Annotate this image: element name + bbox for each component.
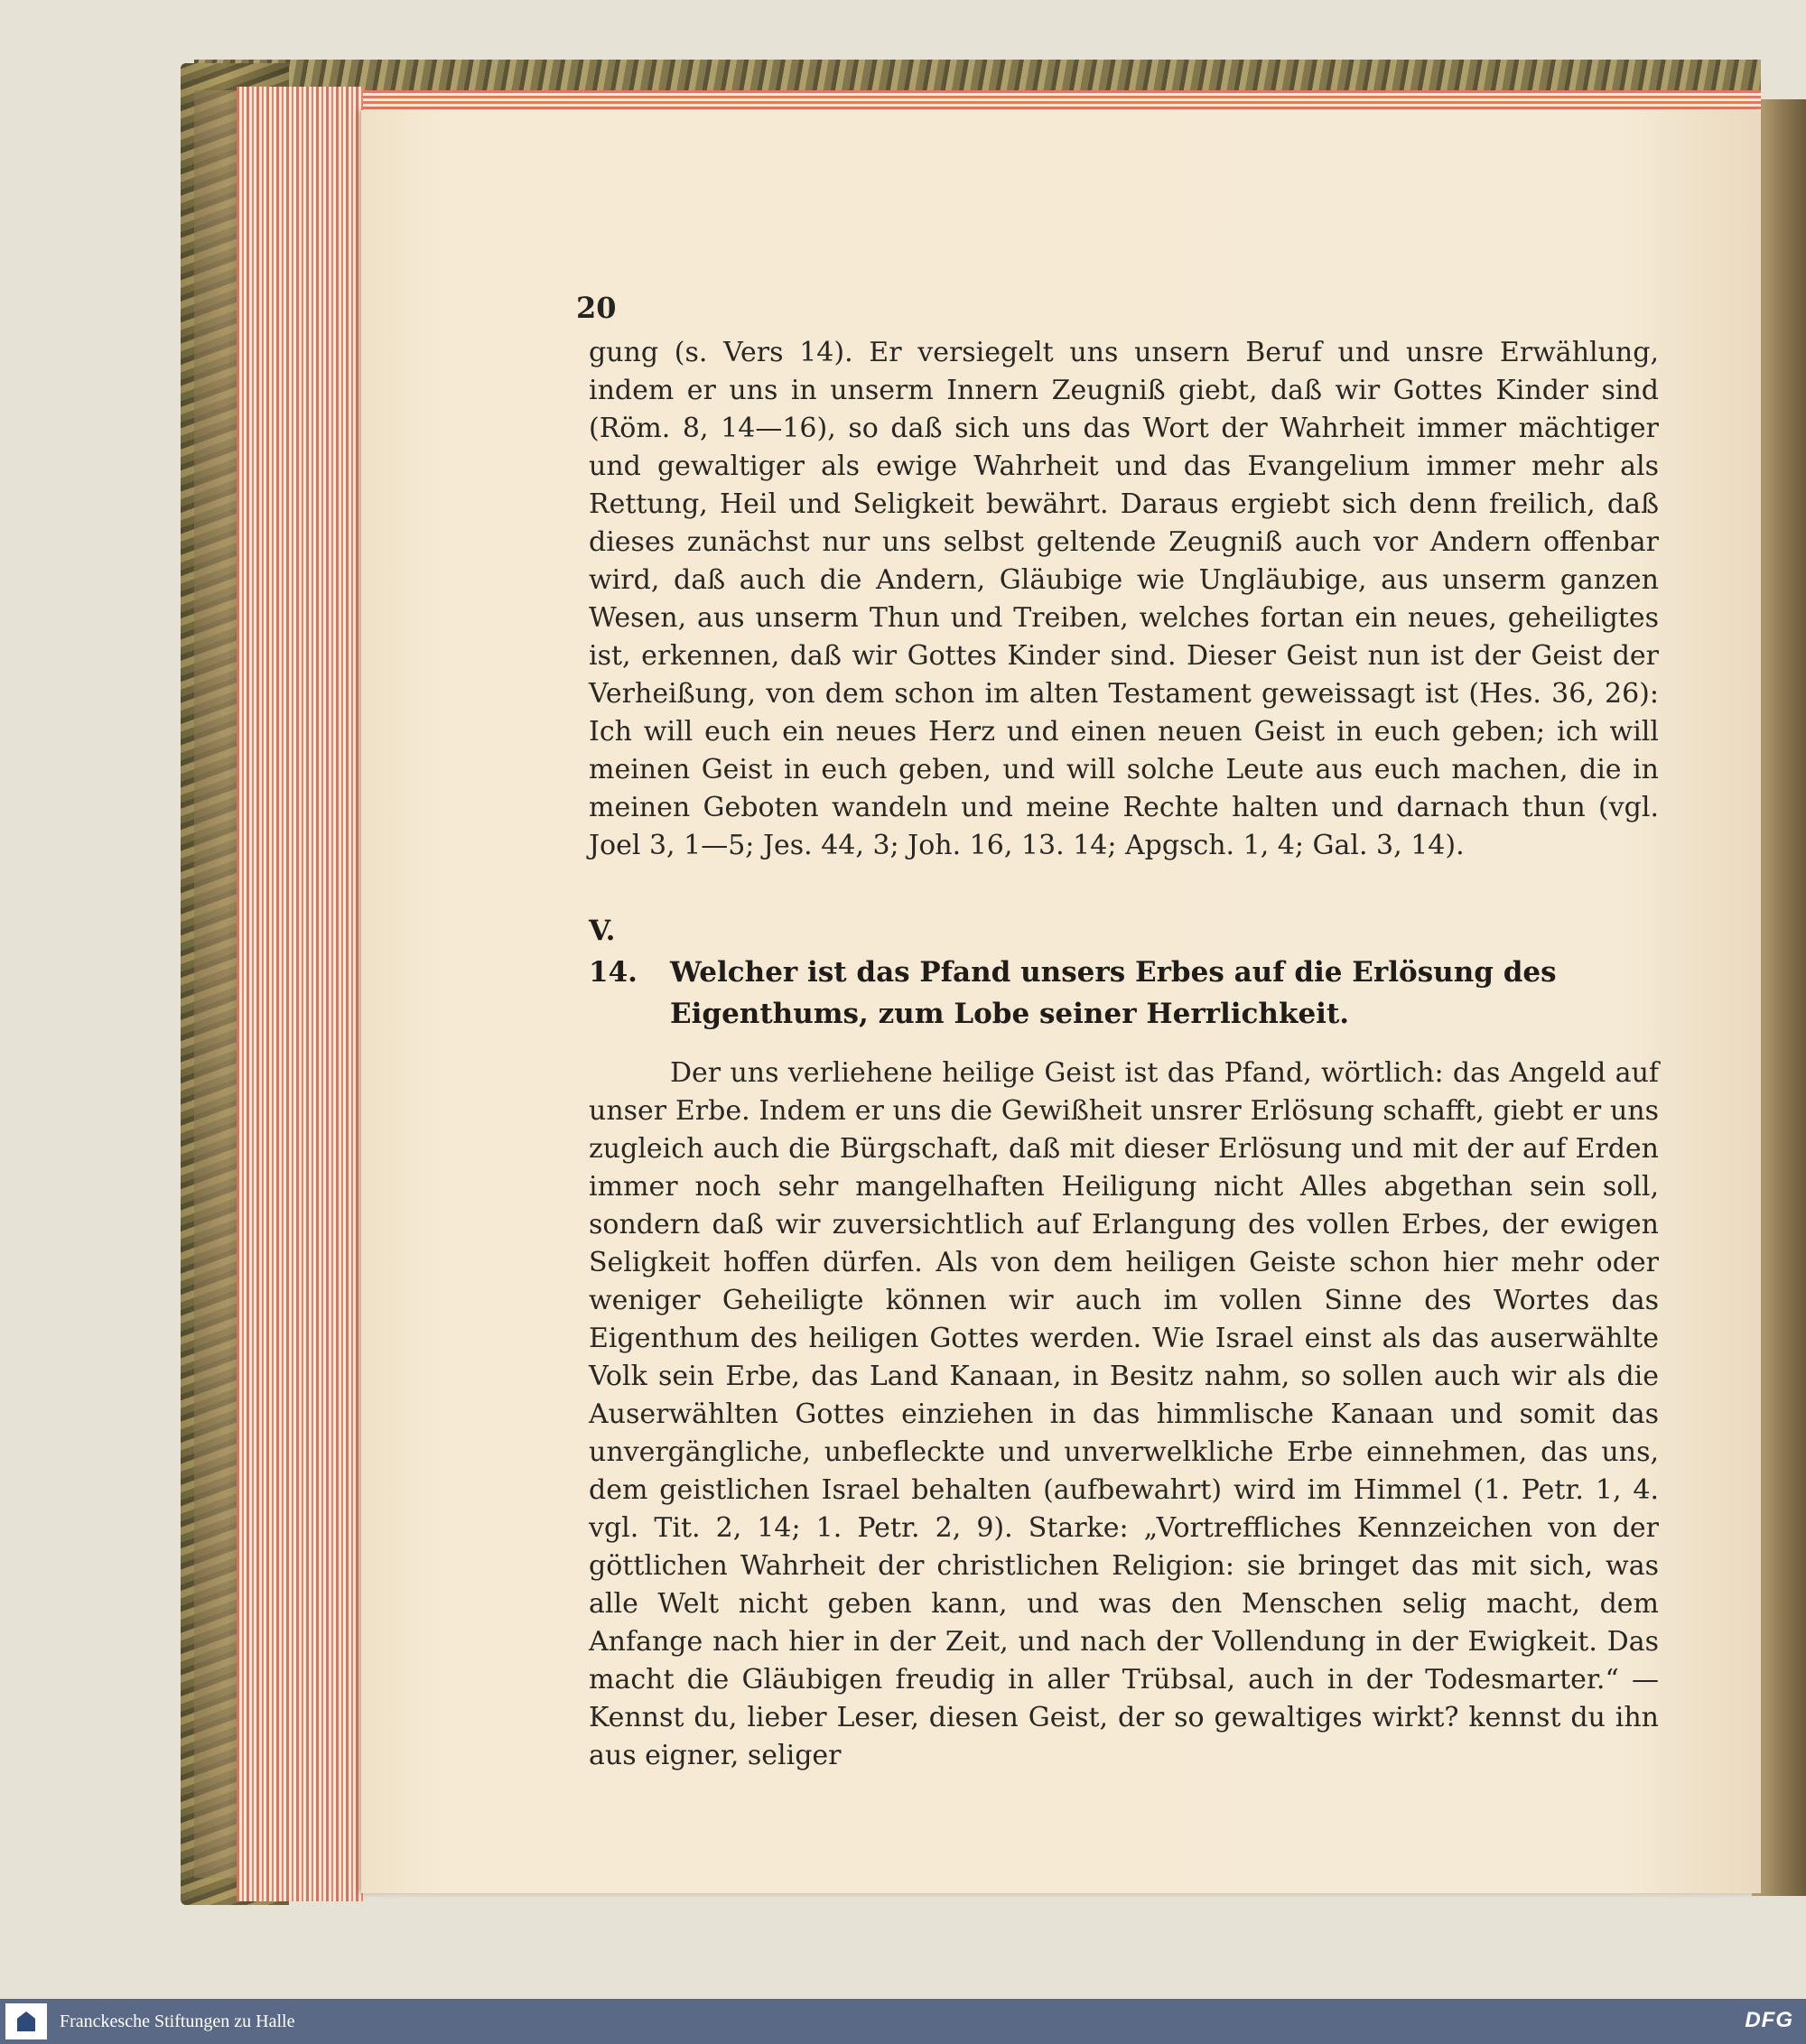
question-text: Welcher ist das Pfand unsers Erbes auf die Erlösung des Eigenthums, zum Lobe seiner Herrlichkeit. [670,956,1557,1030]
question-heading [589,910,1659,1035]
dfg-logo[interactable]: DFG [1745,2008,1793,2032]
page-text [589,334,1659,1775]
paragraph-2: Der uns verliehene heilige Geist ist das Pfand, wörtlich: das Angeld auf unser Erbe. Indem er uns die Gewißheit unsrer Erlösung schafft, giebt er uns zugleich auch die Bürgschaft, daß mit dieser Erlösung und mit der auf Erden immer noch sehr mangelhaften Heiligung nicht Alles abgethan sein soll, sondern daß wir zuversichtlich auf Erlangung des vollen Erbes, der ewigen Seligkeit hoffen dürfen. Als von dem heiligen Geiste schon hier mehr oder weniger Geheiligte können wir auch im vollen Sinne des Wortes das Eigenthum des heiligen Gottes werden. Wie Israel einst als das auserwählte Volk sein Erbe, das Land Kanaan, in Besitz nahm, so sollen auch wir als die Auserwählten Gottes einziehen in das himmlische Kanaan und somit das unvergängliche, unbefleckte und unverwelkliche Erbe einnehmen, das uns, dem geistlichen Israel behalten (aufbewahrt) wird im Himmel (1. Petr. 1, 4. vgl. Tit. 2, 14; 1. Petr. 2, 9). Starke: „Vortreffliches Kennzeichen von der göttlichen Wahrheit der christlichen Religion: sie bringet das mit sich, was alle Welt nicht geben kann, und was den Menschen selig macht, dem Anfange nach hier in der Zeit, und nach der Vollendung in der Ewigkeit. Das macht die Gläubigen freudig in aller Trübsal, auch in der Todesmarter.“ — Kennst du, lieber Leser, diesen Geist, der so gewaltiges wirkt? kennst du ihn aus eigner, seliger [589,1057,1659,1771]
question-number: V. 14. [589,915,638,989]
house-icon [17,2011,35,2031]
viewer-footer [0,1999,1806,2044]
institution-name[interactable]: Franckesche Stiftungen zu Halle [60,2011,295,2031]
paragraph-1: gung (s. Vers 14). Er versiegelt uns unsern Beruf und unsre Erwählung, indem er uns in unserm Innern Zeugniß giebt, daß wir Gottes Kinder sind (Röm. 8, 14—16), so daß sich uns das Wort der Wahrheit immer mächtiger und gewaltiger als ewige Wahrheit und das Evangelium immer mehr als Rettung, Heil und Seligkeit bewährt. Daraus ergiebt sich denn freilich, daß dieses zunächst nur uns selbst geltende Zeugniß auch vor Andern offenbar wird, daß auch die Andern, Gläubige wie Ungläubige, aus unserm ganzen Wesen, aus unserm Thun und Treiben, welches fortan ein neues, geheiligtes ist, erkennen, daß wir Gottes Kinder sind. Dieser Geist nun ist der Geist der Verheißung, von dem schon im alten Testament geweissagt ist (Hes. 36, 26): Ich will euch ein neues Herz und einen neuen Geist in euch geben; ich will meinen Geist in euch geben, und will solche Leute aus euch machen, die in meinen Geboten wandeln und meine Rechte halten und darnach thun (vgl. Joel 3, 1—5; Jes. 44, 3; Joh. 16, 13. 14; Apgsch. 1, 4; Gal. 3, 14). [589,337,1659,861]
page-stack-edges [237,87,363,1901]
page-number: 20 [576,291,617,325]
institution-logo-icon[interactable] [5,2003,47,2039]
